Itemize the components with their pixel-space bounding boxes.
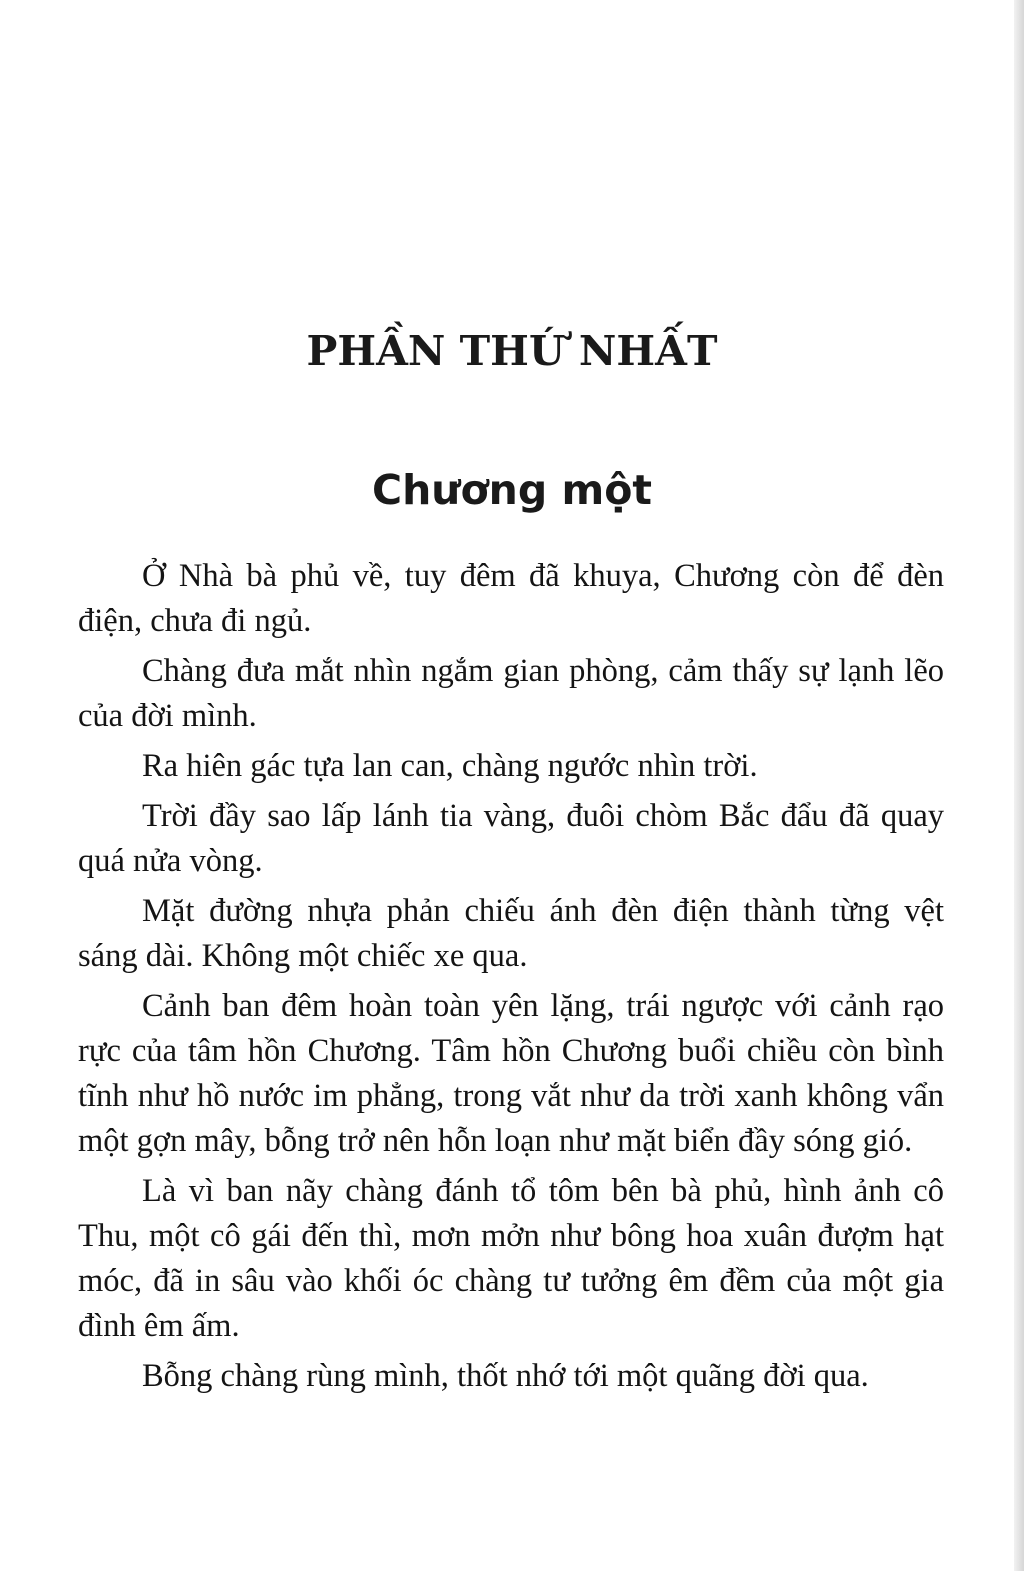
- paragraph: Ở Nhà bà phủ về, tuy đêm đã khuya, Chương còn để đèn điện, chưa đi ngủ.: [78, 558, 944, 639]
- page-edge: [1014, 0, 1024, 1571]
- paragraph: Mặt đường nhựa phản chiếu ánh đèn điện thành từng vệt sáng dài. Không một chiếc xe qua.: [78, 893, 944, 974]
- paragraph: Trời đầy sao lấp lánh tia vàng, đuôi chòm Bắc đẩu đã quay quá nửa vòng.: [78, 798, 944, 879]
- paragraph: Ra hiên gác tựa lan can, chàng ngước nhìn trời.: [142, 748, 758, 784]
- chapter-body: [78, 554, 944, 1404]
- paragraph: Bỗng chàng rùng mình, thốt nhớ tới một quãng đời qua.: [142, 1358, 869, 1394]
- paragraph: Cảnh ban đêm hoàn toàn yên lặng, trái ngược với cảnh rạo rực của tâm hồn Chương. Tâm hồn Chương buổi chiều còn bình tĩnh như hồ nước im phẳng, trong vắt như da trời xanh không vẩn một gợn mây, bỗng trở nên hỗn loạn như mặt biển đầy sóng gió.: [78, 988, 944, 1159]
- chapter-title: Chương một: [372, 466, 652, 514]
- paragraph: Chàng đưa mắt nhìn ngắm gian phòng, cảm thấy sự lạnh lẽo của đời mình.: [78, 653, 944, 734]
- paragraph: Là vì ban nãy chàng đánh tổ tôm bên bà phủ, hình ảnh cô Thu, một cô gái đến thì, mơn mởn như bông hoa xuân đượm hạt móc, đã in sâu vào khối óc chàng tư tưởng êm đềm của một gia đình êm ấm.: [78, 1173, 944, 1344]
- part-title: PHẦN THỨ NHẤT: [306, 327, 718, 375]
